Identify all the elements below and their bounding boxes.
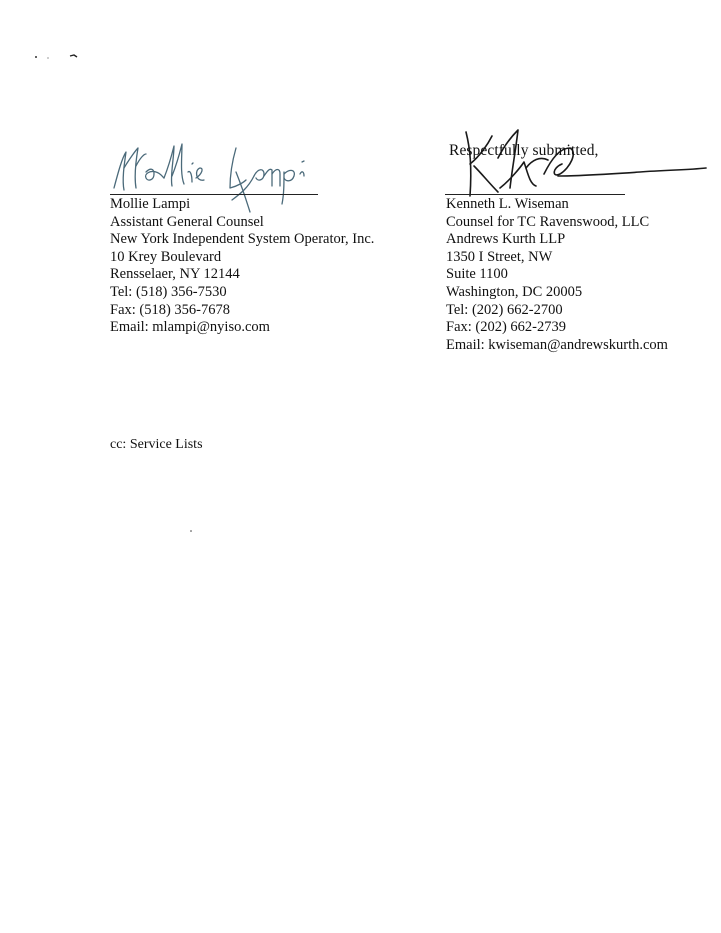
signature-line-right [445, 194, 625, 195]
right-signatory-city: Washington, DC 20005 [446, 283, 583, 300]
left-signatory-tel: Tel: (518) 356-7530 [110, 283, 227, 300]
cc-line: cc: Service Lists [110, 437, 203, 452]
left-signatory-organization: New York Independent System Operator, Inc. [110, 231, 375, 248]
signature-line-left [110, 194, 318, 195]
left-signatory-city: Rensselaer, NY 12144 [110, 266, 240, 283]
right-signatory-street: 1350 I Street, NW [446, 248, 553, 265]
right-signatory-email: Email: kwiseman@andrewskurth.com [446, 336, 668, 353]
left-signatory-fax: Fax: (518) 356-7678 [110, 301, 231, 318]
left-signatory-name: Mollie Lampi [110, 196, 191, 212]
right-signatory-fax: Fax: (202) 662-2739 [446, 319, 567, 336]
scan-speck [190, 530, 192, 532]
closing-text: Respectfully submitted, [449, 142, 599, 159]
right-signatory-title: Counsel for TC Ravenswood, LLC [446, 213, 650, 230]
right-signatory-block [446, 196, 668, 354]
left-signatory-email: Email: mlampi@nyiso.com [110, 319, 270, 336]
right-signatory-suite: Suite 1100 [446, 266, 508, 283]
right-signatory-name: Kenneth L. Wiseman [446, 196, 569, 212]
right-signatory-tel: Tel: (202) 662-2700 [446, 301, 563, 318]
left-signatory-block [110, 196, 374, 337]
left-signatory-title: Assistant General Counsel [110, 213, 264, 230]
left-signatory-street: 10 Krey Boulevard [110, 248, 222, 265]
right-signatory-firm: Andrews Kurth LLP [446, 231, 566, 248]
scan-specks [30, 50, 90, 62]
